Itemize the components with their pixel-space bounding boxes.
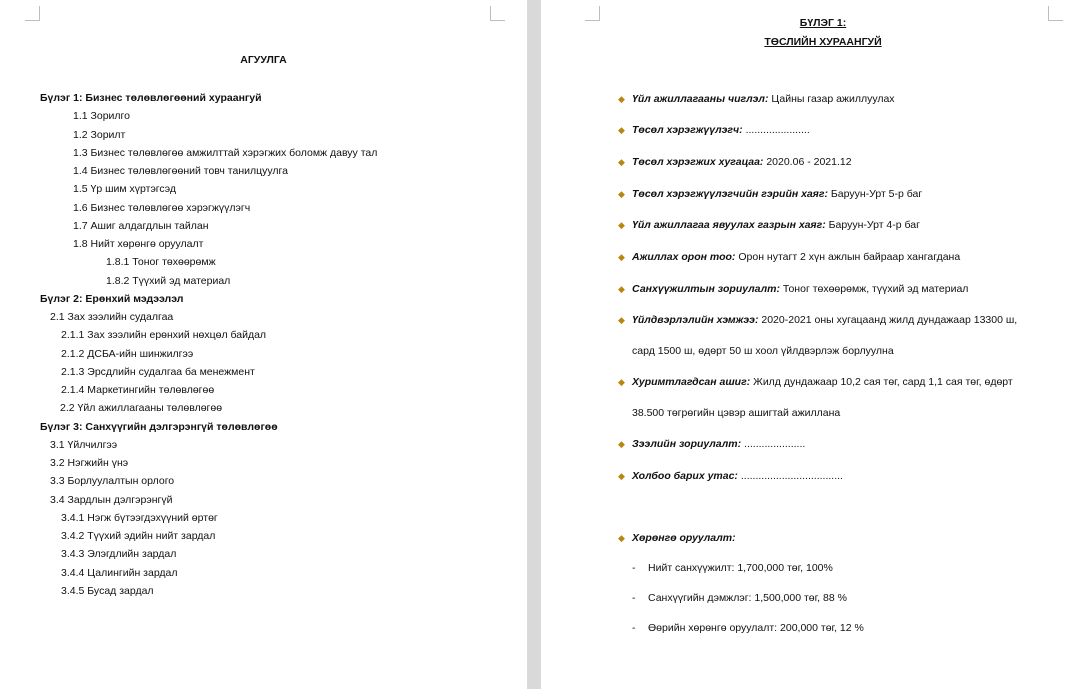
summary-page <box>541 0 1074 689</box>
toc-entry[interactable]: 3.4.4 Цалингийн зардал <box>61 566 178 579</box>
chapter-heading: БҮЛЭГ 1: <box>799 17 847 29</box>
dash-bullet-icon: - <box>632 592 636 604</box>
toc-entry[interactable]: 1.8.2 Түүхий эд материал <box>106 274 231 287</box>
toc-entry[interactable]: 3.2 Нэгжийн үнэ <box>50 457 129 469</box>
diamond-bullet-icon: ◆ <box>618 125 625 135</box>
toc-entry[interactable]: 2.1.2 ДСБА-ийн шинжилгээ <box>61 347 194 360</box>
toc-entry[interactable]: 3.1 Үйлчилгээ <box>50 438 118 451</box>
summary-item-value: 2020.06 - 2021.12 <box>766 156 852 168</box>
summary-item <box>632 124 810 137</box>
summary-item-label: Үйл ажиллагаа явуулах газрын хаяг: <box>632 219 826 231</box>
summary-item-label: Төсөл хэрэгжүүлэгчийн гэрийн хаяг: <box>632 188 828 200</box>
toc-chapter-heading[interactable]: Бүлэг 2: Ерөнхий мэдээлэл <box>40 292 184 305</box>
investment-label: Хөрөнгө оруулалт: <box>632 532 736 544</box>
page-corner-mark <box>1048 6 1063 21</box>
toc-entry[interactable]: 2.1.4 Маркетингийн төлөвлөгөө <box>61 384 215 396</box>
summary-item-value: 2020-2021 оны хугацаанд жилд дундажаар 13300 ш, <box>761 314 1018 326</box>
diamond-bullet-icon: ◆ <box>618 533 625 543</box>
summary-item <box>632 93 895 106</box>
summary-item <box>632 470 843 483</box>
diamond-bullet-icon: ◆ <box>618 471 625 481</box>
summary-item-continuation: 38.500 төгрөгийн цэвэр ашигтай ажиллана <box>632 407 841 419</box>
diamond-bullet-icon: ◆ <box>618 157 625 167</box>
toc-entry[interactable]: 1.7 Ашиг алдагдлын тайлан <box>73 219 209 232</box>
toc-entry[interactable]: 1.1 Зорилго <box>73 110 130 123</box>
summary-item-label: Ажиллах орон тоо: <box>632 251 736 263</box>
toc-entry[interactable]: 3.3 Борлуулалтын орлого <box>50 475 175 488</box>
summary-title: ТӨСЛИЙН ХУРААНГУЙ <box>764 36 882 48</box>
summary-item-value: ................................... <box>740 470 843 482</box>
summary-item-label: Санхүүжилтын зориулалт: <box>632 283 780 295</box>
dash-bullet-icon: - <box>632 562 636 574</box>
summary-item-label: Холбоо барих утас: <box>632 470 738 482</box>
toc-entry[interactable]: 3.4.5 Бусад зардал <box>61 584 154 597</box>
diamond-bullet-icon: ◆ <box>618 284 625 294</box>
toc-entry[interactable]: 1.6 Бизнес төлөвлөгөө хэрэгжүүлэгч <box>73 201 251 214</box>
summary-item-value: Орон нутагт 2 хүн ажлын байраар хангагдана <box>738 251 961 263</box>
summary-item <box>632 219 920 232</box>
toc-entry[interactable]: 1.2 Зорилт <box>73 128 126 141</box>
investment-line: Санхүүгийн дэмжлэг: 1,500,000 төг, 88 % <box>648 592 847 604</box>
toc-entry[interactable]: 2.1.1 Зах зээлийн ерөнхий нөхцөл байдал <box>61 329 267 342</box>
toc-entry[interactable]: 2.2 Үйл ажиллагааны төлөвлөгөө <box>60 402 223 415</box>
summary-item-label: Хуримтлагдсан ашиг: <box>632 376 751 388</box>
diamond-bullet-icon: ◆ <box>618 377 625 387</box>
toc-entry[interactable]: 2.1.3 Эрсдлийн судалгаа ба менежмент <box>61 365 255 378</box>
summary-item <box>632 376 1013 389</box>
summary-item-value: ...................... <box>745 124 810 136</box>
page-corner-mark <box>585 6 600 21</box>
diamond-bullet-icon: ◆ <box>618 220 625 230</box>
summary-item-value: ..................... <box>744 438 806 450</box>
summary-item-value: Жилд дундажаар 10,2 сая төг, сард 1,1 сая төг, өдөрт <box>753 376 1013 388</box>
summary-item-value: Цайны газар ажиллуулах <box>771 93 895 105</box>
summary-item <box>632 438 805 451</box>
toc-entry[interactable]: 3.4 Зардлын дэлгэрэнгүй <box>50 493 173 506</box>
toc-entry[interactable]: 3.4.2 Түүхий эдийн нийт зардал <box>61 530 216 542</box>
summary-item-label: Үйлдвэрлэлийн хэмжээ: <box>632 314 759 326</box>
page-corner-mark <box>490 6 505 21</box>
toc-chapter-heading[interactable]: Бүлэг 1: Бизнес төлөвлөгөөний хураангуй <box>40 92 262 104</box>
summary-item <box>632 251 960 264</box>
summary-item-value: Баруун-Урт 4-р баг <box>828 219 920 231</box>
summary-item-label: Төсөл хэрэгжих хугацаа: <box>632 156 764 168</box>
summary-item <box>632 156 852 169</box>
diamond-bullet-icon: ◆ <box>618 252 625 262</box>
summary-item-label: Төсөл хэрэгжүүлэгч: <box>632 124 743 136</box>
toc-entry[interactable]: 2.1 Зах зээлийн судалгаа <box>50 311 174 323</box>
summary-item-continuation: сард 1500 ш, өдөрт 50 ш хоол үйлдвэрлэж борлуулна <box>632 345 894 357</box>
toc-entry[interactable]: 1.8 Нийт хөрөнгө оруулалт <box>73 238 204 250</box>
summary-item-label: Зээлийн зориулалт: <box>632 438 742 450</box>
toc-title: АГУУЛГА <box>240 54 287 66</box>
diamond-bullet-icon: ◆ <box>618 439 625 449</box>
toc-entry[interactable]: 3.4.3 Элэгдлийн зардал <box>61 548 177 561</box>
toc-page <box>0 0 527 689</box>
toc-chapter-heading[interactable]: Бүлэг 3: Санхүүгийн дэлгэрэнгүй төлөвлөгөө <box>40 420 278 433</box>
summary-item <box>632 283 968 296</box>
toc-entry[interactable]: 1.4 Бизнес төлөвлөгөөний товч танилцуулга <box>73 165 288 177</box>
summary-item-label: Үйл ажиллагааны чиглэл: <box>632 93 769 105</box>
diamond-bullet-icon: ◆ <box>618 189 625 199</box>
summary-item-value: Тоног төхөөрөмж, түүхий эд материал <box>782 283 969 295</box>
diamond-bullet-icon: ◆ <box>618 315 625 325</box>
investment-line: Өөрийн хөрөнгө оруулалт: 200,000 төг, 12 % <box>648 622 864 634</box>
toc-entry[interactable]: 3.4.1 Нэгж бүтээгдэхүүний өртөг <box>61 511 218 524</box>
summary-item-value: Баруун-Урт 5-р баг <box>830 188 923 200</box>
summary-item <box>632 188 922 201</box>
diamond-bullet-icon: ◆ <box>618 94 625 104</box>
toc-entry[interactable]: 1.5 Үр шим хүртэгсэд <box>73 183 177 196</box>
investment-line: Нийт санхүүжилт: 1,700,000 төг, 100% <box>648 562 833 574</box>
page-corner-mark <box>25 6 40 21</box>
dash-bullet-icon: - <box>632 622 636 634</box>
toc-entry[interactable]: 1.3 Бизнес төлөвлөгөө амжилттай хэрэгжих боломж давуу тал <box>73 146 378 159</box>
toc-entry[interactable]: 1.8.1 Тоног төхөөрөмж <box>106 256 216 269</box>
summary-item <box>632 314 1017 327</box>
